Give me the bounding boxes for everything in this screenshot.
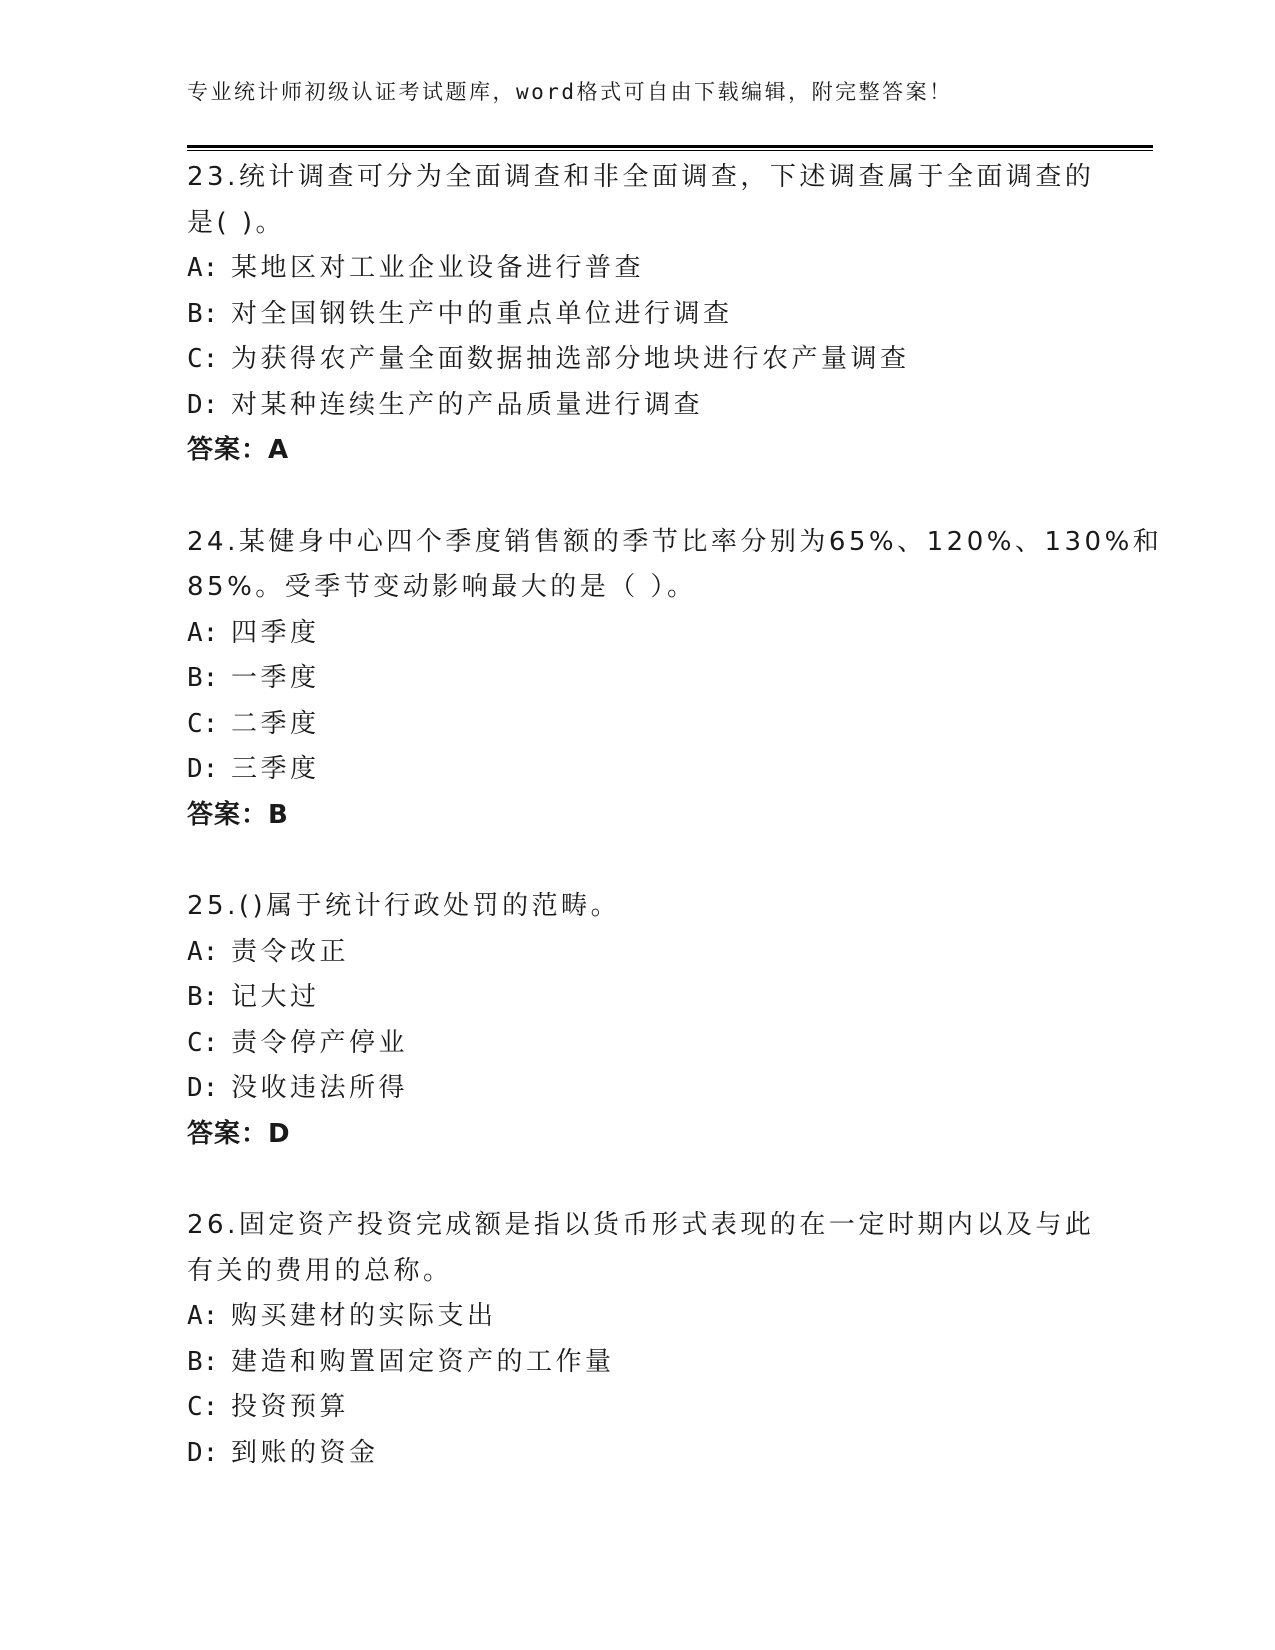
option-text: 记大过 (231, 982, 320, 1012)
option-text: 责令改正 (231, 936, 350, 967)
option-letter: D: (187, 754, 219, 784)
option-text: 建造和购置固定资产的工作量 (231, 1346, 615, 1377)
option-text: 为获得农产量全面数据抽选部分地块进行农产量调查 (231, 344, 910, 374)
option-letter: A: (187, 1301, 219, 1331)
answer-line: 答案：D (187, 1118, 291, 1149)
option-b (187, 656, 1087, 702)
option-letter: B: (187, 298, 219, 329)
option-text: 责令停产停业 (231, 1027, 409, 1058)
question-stem-line: 23.统计调查可分为全面调查和非全面调查，下述调查属于全面调查的 (187, 162, 1095, 192)
question-stem-line: 有关的费用的总称。 (187, 1255, 453, 1286)
option-letter: A: (187, 253, 219, 283)
option-b (187, 975, 1087, 1021)
option-letter: A: (187, 617, 219, 648)
option-letter: A: (187, 936, 219, 967)
option-letter: C: (187, 344, 219, 374)
option-text: 四季度 (231, 617, 320, 648)
option-c (187, 337, 1087, 383)
option-text: 没收违法所得 (231, 1073, 409, 1103)
header-rule-thin (187, 150, 1153, 151)
option-text: 二季度 (231, 708, 320, 739)
option-d (187, 1431, 1087, 1477)
option-a (187, 611, 1087, 657)
option-letter: C: (187, 1027, 219, 1058)
question-list (187, 155, 1163, 1522)
answer-line: 答案：B (187, 799, 289, 830)
option-a (187, 930, 1087, 976)
option-letter: D: (187, 1073, 219, 1103)
question-stem-line: 85%。受季节变动影响最大的是（ ）。 (187, 572, 697, 602)
option-letter: D: (187, 389, 219, 420)
option-letter: B: (187, 1346, 219, 1377)
option-letter: D: (187, 1437, 219, 1468)
option-d (187, 1066, 1087, 1112)
question-stem-line: 26.固定资产投资完成额是指以货币形式表现的在一定时期内以及与此 (187, 1210, 1095, 1240)
option-text: 到账的资金 (231, 1437, 379, 1468)
option-letter: B: (187, 663, 219, 693)
question-25 (187, 884, 1087, 1157)
option-c (187, 1021, 1087, 1067)
option-text: 对全国钢铁生产中的重点单位进行调查 (231, 298, 733, 329)
option-d (187, 383, 1087, 429)
question-26 (187, 1203, 1095, 1476)
option-a (187, 246, 1087, 292)
option-text: 某地区对工业企业设备进行普查 (231, 253, 645, 283)
option-d (187, 747, 1087, 793)
option-letter: B: (187, 982, 219, 1012)
question-23 (187, 155, 1095, 474)
option-b (187, 1340, 1087, 1386)
option-text: 对某种连续生产的产品质量进行调查 (231, 389, 704, 420)
option-text: 购买建材的实际支出 (231, 1301, 497, 1331)
answer-line: 答案：A (187, 435, 290, 465)
option-letter: C: (187, 708, 219, 739)
question-stem-line: 24.某健身中心四个季度销售额的季节比率分别为65%、120%、130%和 (187, 526, 1163, 557)
option-text: 三季度 (231, 754, 320, 784)
question-stem-line: 是( )。 (187, 207, 286, 238)
question-stem-line: 25.()属于统计行政处罚的范畴。 (187, 891, 621, 921)
option-c (187, 1385, 1087, 1431)
option-letter: C: (187, 1392, 219, 1422)
option-a (187, 1294, 1087, 1340)
header-rule-thick (187, 145, 1153, 148)
option-b (187, 292, 1087, 338)
option-c (187, 702, 1087, 748)
option-text: 一季度 (231, 663, 320, 693)
option-text: 投资预算 (231, 1392, 350, 1422)
document-header: 专业统计师初级认证考试题库，word格式可自由下载编辑，附完整答案！ (187, 80, 953, 104)
question-24 (187, 520, 1163, 839)
